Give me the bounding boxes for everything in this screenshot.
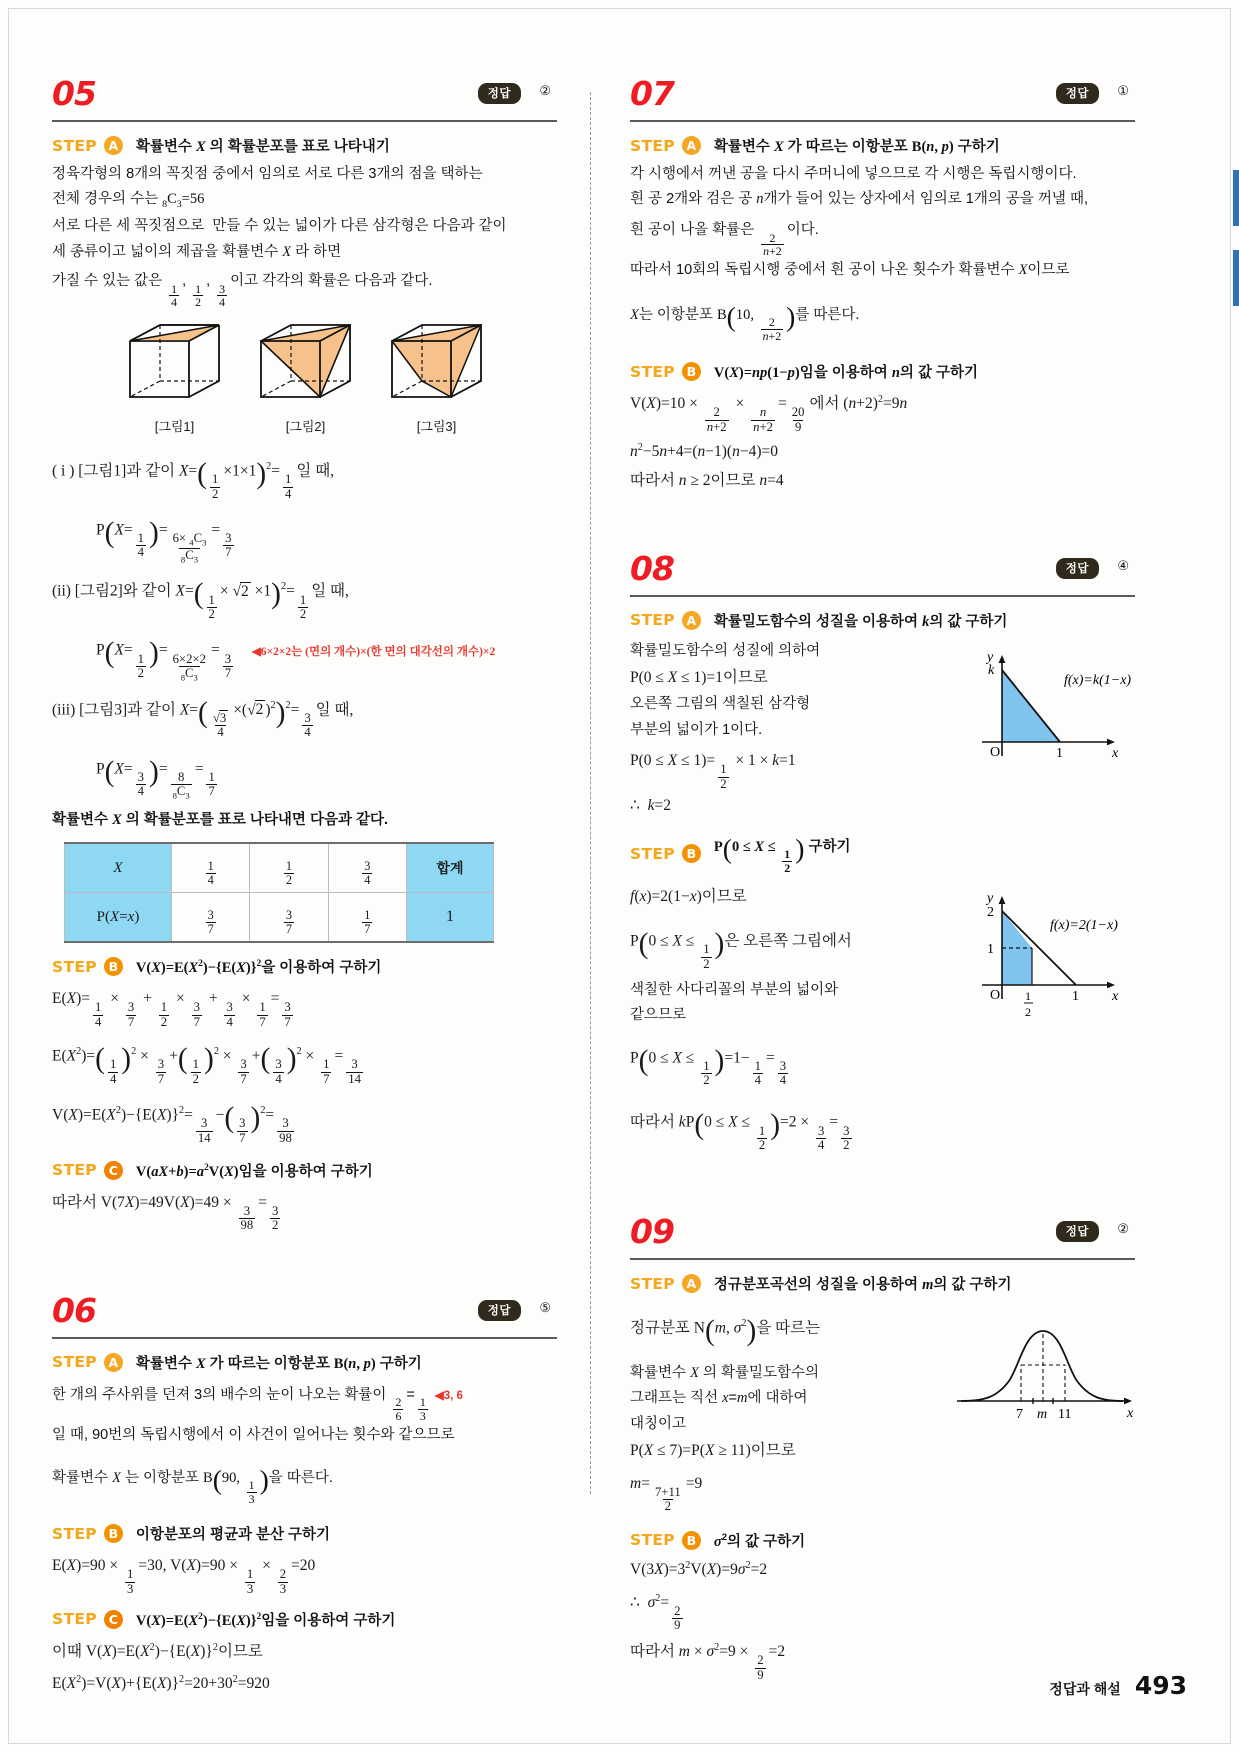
cube-svg [122, 321, 227, 409]
step-badge-c: C [104, 1161, 123, 1180]
problem-number: 05 [52, 74, 96, 113]
left-column [52, 74, 557, 1705]
step-label: STEP [52, 1524, 97, 1543]
problem-08 [630, 549, 1135, 1161]
step-title: $V(X)=E(X^2)-\{E(X)\}^2$임을 이용하여 구하기 [135, 1611, 396, 1629]
solution-text: 흰 공이 나올 확률은 $\frac{2}{n+2}$ 이다. [630, 221, 819, 258]
x-tick-label-11: 11 [1058, 1407, 1072, 1423]
answer-choice: ② [1117, 1221, 1129, 1237]
graph-svg [960, 644, 1135, 774]
equation: P(X ≤ 7)=P(X ≥ 11)이므로 [630, 1442, 796, 1460]
solution-text: 서로 다른 세 꼭짓점으로 만들 수 있는 넓이가 다른 삼각형은 다음과 같이 [52, 218, 507, 235]
step-a [52, 1352, 557, 1373]
graph-svg [960, 887, 1135, 1027]
step-badge-a: A [682, 1274, 701, 1293]
problem-09 [630, 1212, 1135, 1682]
problem-06-header [52, 1291, 557, 1337]
problem-05-header [52, 74, 557, 120]
problem-08-header [630, 549, 1135, 595]
case-iii-probability: P(X= $\frac{3}{4}$ )= $\frac{8}{_8C_3}$ = $\frac{1}{7}$ [96, 755, 215, 801]
cube-svg [384, 321, 489, 409]
answer-choice: ④ [1117, 557, 1129, 573]
step-title: 확률변수 X 가 따르는 이항분포 B(n, p) 구하기 [135, 1355, 422, 1372]
answer-badge: 정답 [478, 1300, 521, 1321]
y-tick-label-2: 2 [987, 905, 994, 921]
x-axis-label: x [1112, 989, 1119, 1005]
solution-text: 한 개의 주사위를 던져 3의 배수의 눈이 나오는 확률이 $\frac{2}{6}$ = $\frac{1}{3}$ ◀3, 6 [52, 1386, 463, 1423]
x-axis-label: x [1112, 745, 1119, 761]
case-i-line: ( i ) [그림1]과 같이 X=( $\frac{1}{2}$ ×1×1)$^2$= $\frac{1}{4}$ 일 때, [52, 457, 335, 501]
text-body [630, 638, 956, 820]
answer-badge: 정답 [1056, 83, 1099, 104]
equation: m= $\frac{7+11}{2}$ =9 [630, 1475, 703, 1514]
text-body [630, 881, 956, 1160]
solution-text: X는 이항분포 B(10, $\frac{2}{n+2}$ )를 따른다. [630, 300, 860, 343]
problem-07 [630, 74, 1135, 493]
solution-text: 세 종류이고 넓이의 제곱을 확률변수 X 라 하면 [52, 243, 342, 260]
equation: P(0 ≤ X ≤ $\frac{1}{2}$ )=1− $\frac{1}{4}$ = $\frac{3}{4}$ [630, 1044, 787, 1088]
density-graph-2 [960, 887, 1135, 1032]
solution-text: 대칭이고 [630, 1415, 687, 1432]
solution-text: 부분의 넓이가 1이다. [630, 721, 763, 738]
page-number: 493 [1134, 1671, 1187, 1700]
solution-text: 색칠한 사다리꼴의 부분의 넓이와 [630, 981, 839, 998]
answer-choice: ⑤ [539, 1299, 551, 1315]
step-badge-b: B [682, 844, 701, 863]
answer-choice: ① [1117, 83, 1129, 98]
case-iii-line: (iii) [그림3]과 같이 X=( $\frac{√3}{4}$ ×(√2 )$^2$)$^2$= $\frac{3}{4}$ 일 때, [52, 696, 354, 740]
solution-text: 흰 공 2개와 검은 공 n개가 들어 있는 상자에서 임의로 1개의 공을 꺼낼 때, [630, 191, 1088, 208]
step-label: STEP [630, 844, 675, 863]
header-rule [52, 1337, 557, 1339]
problem-number: 09 [630, 1212, 674, 1252]
density-graph-1 [960, 644, 1135, 779]
x-tick-label-m: m [1037, 1407, 1048, 1423]
row-header-x: X [65, 843, 172, 893]
step-badge-a: A [682, 136, 701, 155]
step-badge-a: A [104, 136, 123, 155]
solution-text: 확률변수 X 의 확률밀도함수의 [630, 1364, 820, 1381]
cube-figure-2 [253, 321, 358, 435]
y-axis-label: y [987, 649, 994, 665]
equation: $V(X)=E(X^2)-\{E(X)\}^2=$ $\frac{3}{14}$ −( $\frac{3}{7}$ )$^2$= $\frac{3}{98}$ [52, 1102, 292, 1145]
step-c [52, 1160, 557, 1181]
equation: 이때 $V(X)=E(X^2)-\{E(X)\}^2$이므로 [52, 1641, 263, 1660]
step-label: STEP [630, 1531, 675, 1550]
edge-color-mark-2 [1233, 250, 1239, 306]
solution-text: 따라서 10회의 독립시행 중에서 흰 공이 나온 횟수가 확률변수 X이므로 [630, 262, 1070, 279]
solution-text: 일 때, 90번의 독립시행에서 이 사건이 일어나는 횟수와 같으므로 [52, 1427, 455, 1444]
origin-label: O [990, 988, 1001, 1004]
problem-number: 07 [630, 74, 674, 113]
problem-06 [52, 1291, 557, 1699]
step-a [630, 135, 1135, 156]
answer-badge: 정답 [478, 83, 521, 104]
equation: $E(X^2)=V(X)+\{E(X)\}^2=20+30^2=920$ [52, 1674, 270, 1693]
table-row [65, 843, 494, 893]
step-title: $V(X)=E(X^2)-\{E(X)\}^2$을 이용하여 구하기 [135, 958, 382, 977]
step-title: $V(aX+b)=a^2V(X)$임을 이용하여 구하기 [135, 1162, 373, 1180]
equation: V(X)=10 × $\frac{2}{n+2}$ × $\frac{n}{n+2}$ = $\frac{20}{9}$ 에서 $(n+2)^2=9n$ [630, 394, 908, 434]
x-axis-label: x [1127, 1406, 1134, 1422]
cube-figure-3 [384, 321, 489, 435]
equation: ∴ $\sigma^2=$ $\frac{2}{9}$ [630, 1592, 681, 1633]
problem-05 [52, 74, 557, 1233]
cube-figure-1 [122, 321, 227, 435]
p-value-cell: $\frac{3}{7}$ [250, 893, 328, 943]
solution-text: 확률변수 X 는 이항분포 B(90, $\frac{1}{3}$ )을 따른다. [52, 1463, 333, 1506]
figure-caption: [그림3] [416, 418, 457, 434]
p-value-cell: $\frac{1}{7}$ [328, 893, 406, 943]
problem-07-header [630, 74, 1135, 120]
step-b [630, 833, 1135, 874]
step-a [630, 1273, 1135, 1294]
step-badge-c: C [104, 1610, 123, 1629]
y-tick-label: k [988, 662, 995, 678]
problem-number: 06 [52, 1290, 96, 1330]
y-tick-label-1: 1 [987, 942, 994, 958]
answer-badge: 정답 [1056, 558, 1099, 579]
step-label: STEP [630, 1274, 675, 1293]
solution-text: 오른쪽 그림의 색칠된 삼각형 [630, 696, 811, 713]
x-tick-label-half: 1 [1025, 989, 1031, 1004]
edge-color-mark-1 [1233, 170, 1239, 226]
case-i-probability: P(X= $\frac{1}{4}$ )= $\frac{6\times _4C_3}{_8C_3}$ = $\frac{3}{7}$ [96, 516, 232, 565]
step-badge-a: A [682, 611, 701, 630]
header-rule [52, 120, 557, 122]
step-title: P(0 ≤ X ≤ $\frac{1}{2}$ ) 구하기 [713, 833, 851, 875]
figure-caption: [그림2] [285, 418, 326, 434]
row-header-p: P(X=x) [65, 893, 172, 943]
equation: E(X)=90 × $\frac{1}{3}$ =30, V(X)=90 × $\frac{1}{3}$ × $\frac{2}{3}$ =20 [52, 1557, 316, 1596]
normal-curve-graph [955, 1307, 1135, 1432]
step-b [52, 1523, 557, 1544]
problem-number: 08 [630, 548, 674, 588]
x-tick-label: 1 [1056, 745, 1063, 761]
step-title: 확률변수 X 가 따르는 이항분포 B(n, p) 구하기 [713, 139, 1000, 155]
answer-badge: 정답 [1056, 1221, 1099, 1242]
figure-caption: [그림1] [154, 418, 195, 434]
equation: P(0 ≤ X ≤ 1)= $\frac{1}{2}$ × 1 × k=1 [630, 752, 796, 791]
step-title: 확률변수 X 의 확률분포를 표로 나타내기 [135, 139, 390, 155]
step-b [630, 361, 1135, 382]
x-tick-label-half-den: 2 [1025, 1005, 1031, 1020]
curve-label: f(x)=k(1−x) [1064, 672, 1132, 688]
margin-note: ◀6×2×2는 (면의 개수)×(한 면의 대각선의 개수)×2 [251, 645, 496, 658]
equation: ∴ k=2 [630, 796, 672, 814]
step-badge-b: B [682, 362, 701, 381]
step-title: 확률밀도함수의 성질을 이용하여 k의 값 구하기 [713, 613, 1008, 630]
step-b [52, 956, 557, 977]
p-value-cell: $\frac{3}{7}$ [172, 893, 250, 943]
distribution-table [64, 842, 494, 943]
step-label: STEP [52, 136, 97, 155]
step-c [52, 1609, 557, 1630]
equation: 따라서 kP(0 ≤ X ≤ $\frac{1}{2}$ )=2 × $\frac{3}{4}$ = $\frac{3}{2}$ [630, 1109, 850, 1153]
problem-09-header [630, 1212, 1135, 1258]
equation: 따라서 $m \times \sigma^2=9$ × $\frac{2}{9}$ =2 [630, 1642, 786, 1682]
x-tick-label-7: 7 [1016, 1407, 1023, 1423]
header-rule [630, 1258, 1135, 1260]
solution-text: 그래프는 직선 x=m에 대하여 [630, 1390, 808, 1407]
step-a-content [630, 1301, 1135, 1516]
equation: 따라서 n ≥ 2이므로 n=4 [630, 472, 784, 490]
equation: P(0 ≤ X ≤ $\frac{1}{2}$ )은 오른쪽 그림에서 [630, 927, 852, 971]
equation: $V(3X)=3^2V(X)=9\sigma^2=2$ [630, 1559, 768, 1578]
solution-text: 각 시행에서 꺼낸 공을 다시 주머니에 넣으므로 각 시행은 독립시행이다. [630, 166, 1077, 182]
text-body [630, 1301, 951, 1516]
right-column [630, 74, 1135, 1688]
page-footer [1049, 1671, 1187, 1700]
equation: P(0 ≤ X ≤ 1)=1이므로 [630, 669, 768, 687]
step-title: 정규분포곡선의 성질을 이용하여 m의 값 구하기 [713, 1277, 1012, 1294]
footer-label: 정답과 해설 [1049, 1681, 1121, 1697]
step-title: 이항분포의 평균과 분산 구하기 [135, 1527, 331, 1544]
solution-text: 전체 경우의 수는 $_8C_3=56$ [52, 191, 205, 211]
answer-choice: ② [539, 83, 551, 98]
column-divider [590, 92, 591, 1494]
step-a-content [630, 638, 1135, 820]
step-b-content [630, 881, 1135, 1160]
step-badge-a: A [104, 1353, 123, 1372]
sum-value: 1 [407, 893, 494, 943]
x-value-cell: $\frac{3}{4}$ [328, 843, 406, 893]
step-a [630, 610, 1135, 631]
step-badge-b: B [104, 1524, 123, 1543]
equation: $n^2-5n+4=(n-1)(n-4)=0$ [630, 441, 778, 460]
solution-text: 가질 수 있는 값은 $\frac{1}{4}$ , $\frac{1}{2}$ , $\frac{3}{4}$ 이고 각각의 확률은 다음과 같다. [52, 273, 433, 310]
step-title: V(X)=np(1−p)임을 이용하여 n의 값 구하기 [713, 365, 979, 382]
sum-header: 합계 [407, 843, 494, 893]
solution-text: 확률밀도함수의 성질에 의하여 [630, 642, 821, 659]
equation: 따라서 V(7X)=49V(X)=49 × $\frac{3}{98}$ = $\frac{3}{2}$ [52, 1193, 279, 1233]
step-label: STEP [630, 362, 675, 381]
solution-text: 같으므로 [630, 1007, 687, 1024]
case-ii-line: (ii) [그림2]와 같이 X=( $\frac{1}{2}$ × √2 ×1)$^2$= $\frac{1}{2}$ 일 때, [52, 578, 349, 622]
header-rule [630, 595, 1135, 597]
header-rule [630, 120, 1135, 122]
step-b [630, 1530, 1135, 1551]
step-label: STEP [52, 1610, 97, 1629]
table-row [65, 893, 494, 943]
step-a [52, 135, 557, 156]
case-ii-probability: P(X= $\frac{1}{2}$ )= $\frac{6\times 2\times 2}{_8C_3}$ = $\frac{3}{7}$ ◀6×2×2는 (면의 개수)×(한 면의 대각선의 개수)×2 [96, 637, 496, 683]
equation: $E(X^2)=$( $\frac{1}{4}$ )$^2$ × $\frac{3}{7}$ +( $\frac{1}{2}$ )$^2$ × $\frac{3}{7}$ +( $\frac{3}{4}$ )$^2$ × $\frac{1}{7}$ = $\frac{3}{14}$ [52, 1043, 361, 1086]
x-value-cell: $\frac{1}{2}$ [250, 843, 328, 893]
origin-label: O [990, 744, 1001, 760]
step-label: STEP [630, 136, 675, 155]
x-tick-label-1: 1 [1072, 989, 1079, 1005]
cube-svg [253, 321, 358, 409]
equation: E(X)= $\frac{1}{4}$ × $\frac{3}{7}$ + $\frac{1}{2}$ × $\frac{3}{7}$ + $\frac{3}{4}$ × $\frac{1}{7}$ = $\frac{3}{7}$ [52, 990, 291, 1029]
x-value-cell: $\frac{1}{4}$ [172, 843, 250, 893]
step-label: STEP [52, 1161, 97, 1180]
table-intro: 확률변수 X 의 확률분포를 표로 나타내면 다음과 같다. [52, 811, 389, 828]
step-badge-b: B [682, 1531, 701, 1550]
solution-text: 정육각형의 8개의 꼭짓점 중에서 임의로 서로 다른 3개의 점을 택하는 [52, 166, 483, 182]
step-title: $\sigma^2$의 값 구하기 [713, 1531, 806, 1550]
curve-label: f(x)=2(1−x) [1050, 918, 1118, 934]
step-label: STEP [630, 611, 675, 630]
margin-note: ◀3, 6 [434, 1389, 463, 1402]
step-badge-b: B [104, 957, 123, 976]
equation: f(x)=2(1−x)이므로 [630, 888, 747, 906]
graph-svg [955, 1307, 1135, 1427]
equation: 정규분포 N(m, $\sigma^2$)을 따르는 [630, 1315, 821, 1348]
step-label: STEP [52, 957, 97, 976]
y-axis-label: y [987, 891, 994, 907]
cube-figures [122, 321, 557, 435]
step-label: STEP [52, 1353, 97, 1372]
